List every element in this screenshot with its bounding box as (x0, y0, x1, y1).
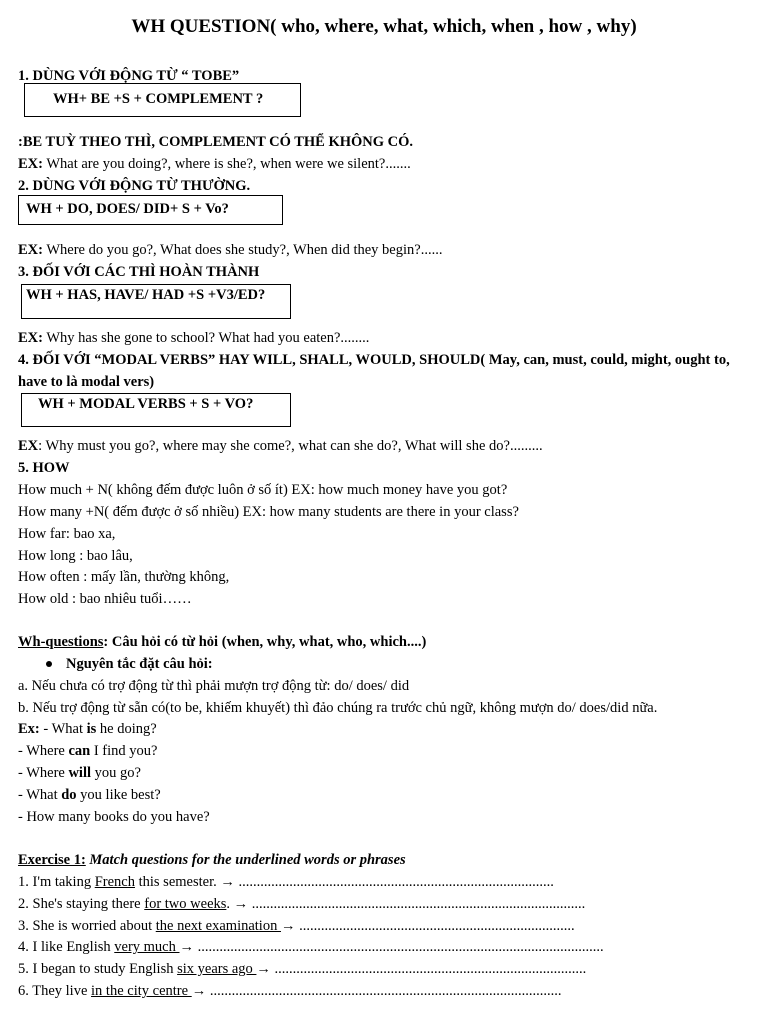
example-aux: do (61, 787, 77, 803)
formula-perfect: WH + HAS, HAVE/ HAD +S +V3/ED? (26, 287, 266, 303)
how-line: How much + N( không đếm được luôn ở số ít) EX: how much money have you got? (18, 482, 508, 498)
formula-box-modal (21, 393, 291, 427)
section-4-heading-text: ĐỐI VỚI “MODAL VERBS” HAY WILL, SHALL, WOULD, SHOULD( May, can, must, could, might, ought to, have to là modal vers) (18, 352, 730, 390)
exercise-text: → (256, 961, 275, 977)
exercise-item (18, 872, 554, 892)
answer-blank: ............................................................................................ (251, 896, 586, 912)
exercise-text: 4. I like English (18, 939, 115, 955)
bullet-icon (46, 661, 52, 667)
example-label: EX: (18, 330, 43, 346)
example-line (18, 763, 141, 783)
section-1-example (18, 154, 411, 174)
underlined-phrase: six years ago (177, 961, 257, 977)
formula-box-perfect (21, 284, 291, 319)
section-4-example (18, 436, 543, 456)
example-line (18, 741, 157, 761)
underlined-phrase: French (94, 874, 135, 890)
wh-questions-term: Wh-questions (18, 634, 104, 650)
how-line: How long : bao lâu, (18, 548, 133, 564)
exercise-item (18, 916, 575, 936)
example-label: EX: (18, 156, 43, 172)
exercise-label: Exercise 1: (18, 852, 86, 868)
exercise-item (18, 959, 586, 979)
how-line: How often : mấy lần, thường không, (18, 569, 230, 585)
section-2-example (18, 240, 442, 260)
example-text: : Why must you go?, where may she come?, what can she do?, What will she do?......... (38, 438, 543, 454)
example-text: Why has she gone to school? What had you eaten?........ (42, 330, 370, 346)
exercise-heading (18, 850, 406, 870)
underlined-phrase: very much (114, 939, 180, 955)
example-aux: will (68, 765, 92, 781)
exercise-text: → (191, 983, 210, 999)
exercise-item (18, 937, 604, 957)
section-2-heading: 2. DÙNG VỚI ĐỘNG TỪ THƯỜNG. (18, 178, 251, 194)
exercise-text: 3. She is worried about (18, 918, 156, 934)
example-text: Where do you go?, What does she study?, When did they begin?...... (42, 242, 443, 258)
exercise-instruction: Match questions for the underlined words or phrases (85, 852, 406, 868)
example-part: - Where (18, 743, 69, 759)
example-aux: can (68, 743, 91, 759)
exercise-text: → (179, 939, 198, 955)
formula-box-tobe (24, 83, 301, 117)
how-line: How old : bao nhiêu tuổi…… (18, 591, 192, 607)
example-line (18, 719, 157, 739)
page-title: WH QUESTION( who, where, what, which, when , how , why) (131, 16, 637, 37)
rule-bullet-text: Nguyên tắc đặt câu hỏi: (66, 656, 213, 672)
answer-blank: ....................................................................................... (238, 874, 554, 890)
rule-bullet (18, 654, 213, 674)
how-line: How many +N( đếm được ở số nhiều) EX: how many students are there in your class? (18, 504, 519, 520)
exercise-text: 6. They live (18, 983, 92, 999)
exercise-text: 5. I began to study English (18, 961, 178, 977)
example-line (18, 807, 210, 827)
example-label: EX: (18, 242, 43, 258)
section-1-note: :BE TUỲ THEO THÌ, COMPLEMENT CÓ THỂ KHÔNG CÓ. (18, 134, 414, 150)
section-4-number: 4. (18, 352, 29, 368)
rule-a: a. Nếu chưa có trợ động từ thì phải mượn trợ động từ: do/ does/ did (18, 678, 410, 694)
formula-modal: WH + MODAL VERBS + S + VO? (38, 396, 254, 412)
example-part: I find you? (90, 743, 158, 759)
exercise-text: → (280, 918, 300, 934)
underlined-phrase: for two weeks (144, 896, 227, 912)
example-part: - Where (18, 765, 69, 781)
underlined-phrase: the next examination (155, 918, 281, 934)
formula-box-do (18, 195, 283, 225)
section-3-heading: 3. ĐỐI VỚI CÁC THÌ HOÀN THÀNH (18, 264, 260, 280)
exercise-text: . → (226, 896, 252, 912)
exercise-item (18, 894, 585, 914)
exercise-item (18, 981, 561, 1001)
rule-b: b. Nếu trợ động từ sẵn có(to be, khiếm khuyết) thì đảo chúng ra trước chủ ngữ, không mượn do/ does/did nữa. (18, 700, 658, 716)
section-4-heading (18, 349, 738, 393)
example-part: - What (39, 721, 87, 737)
example-part: - How many books do you have? (18, 809, 210, 825)
example-label: EX (18, 438, 39, 454)
example-line (18, 785, 161, 805)
example-prefix: Ex: (18, 721, 40, 737)
example-text: What are you doing?, where is she?, when were we silent?....... (42, 156, 411, 172)
section-5-heading: 5. HOW (18, 460, 70, 476)
underlined-phrase: in the city centre (91, 983, 192, 999)
answer-blank: ............................................................................ (299, 918, 575, 934)
formula-do: WH + DO, DOES/ DID+ S + Vo? (26, 201, 229, 217)
wh-questions-heading (18, 632, 426, 652)
example-part: you like best? (76, 787, 161, 803)
answer-blank: ...................................................................................... (274, 961, 587, 977)
answer-blank: ................................................................................................. (209, 983, 562, 999)
exercise-text: 2. She's staying there (18, 896, 145, 912)
formula-tobe: WH+ BE +S + COMPLEMENT ? (53, 91, 264, 107)
example-part: he doing? (96, 721, 157, 737)
example-part: you go? (91, 765, 141, 781)
wh-questions-desc: : Câu hỏi có từ hỏi (when, why, what, who, which....) (103, 634, 427, 650)
exercise-text: this semester. → (134, 874, 239, 890)
exercise-text: 1. I'm taking (18, 874, 95, 890)
answer-blank: ................................................................................................................ (197, 939, 604, 955)
section-1-heading: 1. DÙNG VỚI ĐỘNG TỪ “ TOBE” (18, 68, 240, 84)
example-part: - What (18, 787, 62, 803)
section-3-example (18, 328, 369, 348)
how-line: How far: bao xa, (18, 526, 116, 542)
example-aux: is (86, 721, 97, 737)
